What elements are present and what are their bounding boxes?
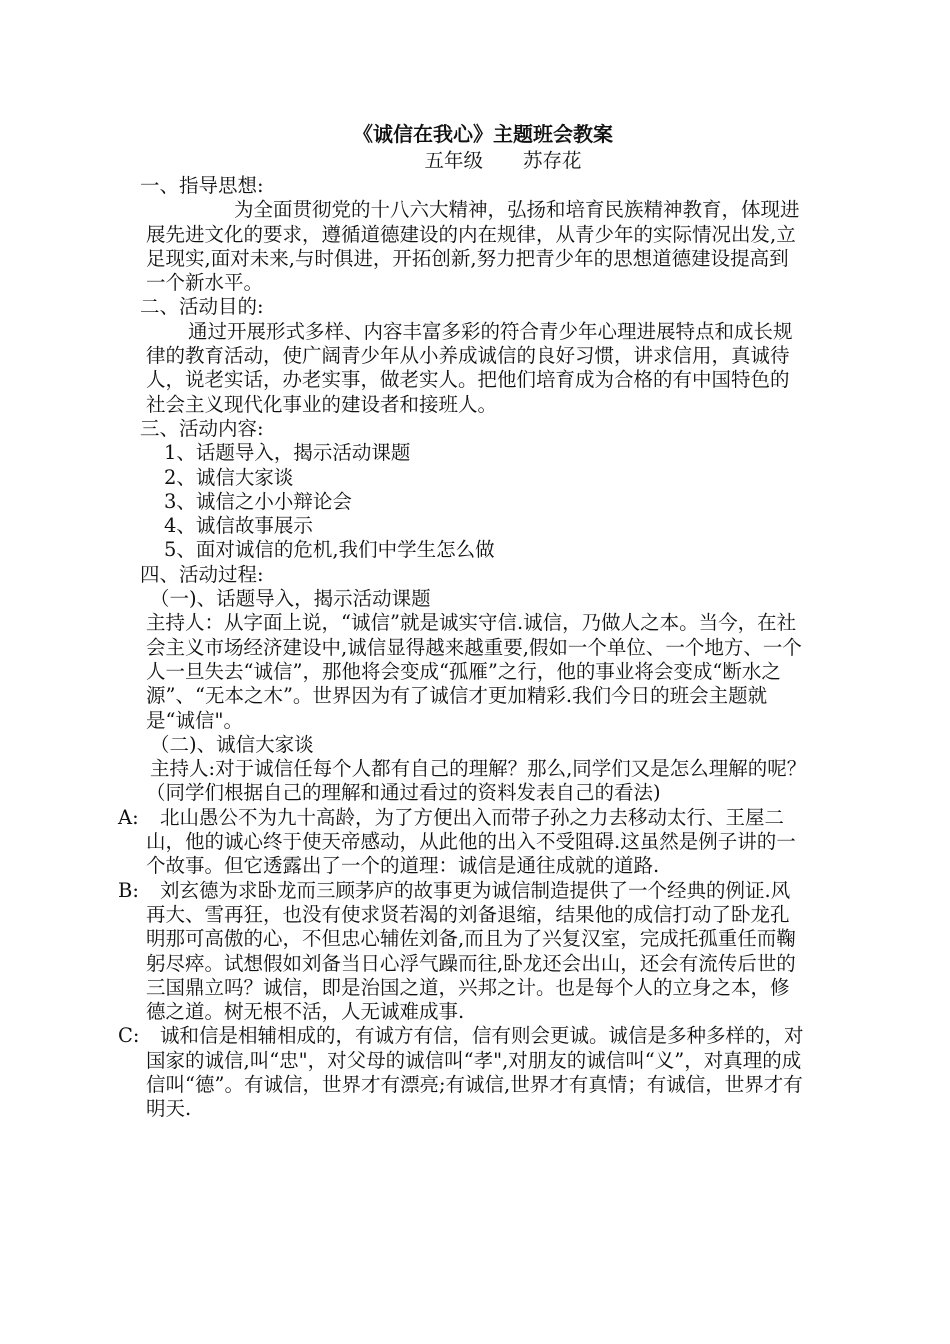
answer-text: 北山愚公不为九十高龄，为了方便出入而带子孙之力去移动太行、王屋二山，他的诚心终于使天帝感动，从此他的出入不受阻碍.这虽然是例子讲的一个故事。但它透露出了一个的道理：诚信是通往成就的道路. — [146, 805, 796, 878]
answer-c — [118, 1024, 808, 1121]
activity-item: 5、面对诚信的危机,我们中学生怎么做 — [164, 538, 495, 562]
answer-a — [118, 806, 808, 879]
section-3-heading: 三、活动内容: — [140, 416, 264, 440]
part-2-body: 主持人:对于诚信任每个人都有自己的理解？那么,同学们又是怎么理解的呢？（同学们根据自己的理解和通过看过的资料发表自己的看法) — [146, 757, 807, 805]
author-name: 苏存花 — [523, 149, 582, 172]
section-1-body: 为全面贯彻党的十八六大精神，弘扬和培育民族精神教育，体现进展先进文化的要求，遵循道德建设的内在规律，从青少年的实际情况出发,立足现实,面对未来,与时俱进，开拓创新,努力把青少年的思想道德建设提高到一个新水平。 — [146, 198, 800, 295]
section-2-heading: 二、活动目的: — [140, 295, 264, 319]
section-1-heading: 一、指导思想: — [140, 174, 264, 197]
answer-label: B: — [118, 878, 139, 902]
document-title: 《诚信在我心》主题班会教案 — [353, 122, 613, 146]
answer-text: 刘玄德为求卧龙而三顾茅庐的故事更为诚信制造提供了一个经典的例证.风再大、雪再狂，也没有使求贤若渴的刘备退缩，结果他的成信打动了卧龙孔明那可高傲的心，不但忠心辅佐刘备,而且为了兴复汉室，完成托孤重任而鞠躬尽瘁。试想假如刘备当日心浮气躁而往,卧龙还会出山，还会有流传后世的三国鼎立吗？诚信，即是治国之道，兴邦之计。也是每个人的立身之本，修德之道。树无根不活，人无诚难成事. — [146, 878, 796, 1024]
section-2-body: 通过开展形式多样、内容丰富多彩的符合青少年心理进展特点和成长规律的教育活动，使广阔青少年从小养成诚信的良好习惯，讲求信用，真诚待人，说老实话，办老实事，做老实人。把他们培育成为合格的有中国特色的社会主义现代化事业的建设者和接班人。 — [146, 319, 793, 416]
section-4-heading: 四、活动过程: — [140, 562, 264, 586]
answer-text: 诚和信是相辅相成的，有诚方有信，信有则会更诚。诚信是多种多样的，对国家的诚信,叫“忠"，对父母的诚信叫“孝",对朋友的诚信叫“义”，对真理的成信叫“德”。有诚信，世界才有漂亮;有诚信,世界才有真情；有诚信，世界才有明天. — [146, 1024, 804, 1121]
activity-item: 4、诚信故事展示 — [164, 514, 313, 538]
part-1-body: 主持人：从字面上说，“诚信”就是诚实守信.诚信，乃做人之本。当今，在社会主义市场经济建设中,诚信显得越来越重要,假如一个单位、一个地方、一个人一旦失去“诚信”，那他将会变成“孤雁”之行，他的事业将会变成“断水之源”、“无本之木”。世界因为有了诚信才更加精彩.我们今日的班会主题就是“诚信"。 — [146, 611, 802, 732]
document-body — [118, 120, 808, 1122]
part-1-heading: （一)、话题导入，揭示活动课题 — [150, 587, 431, 611]
part-2-heading: （二)、诚信大家谈 — [150, 732, 314, 756]
activity-item: 3、诚信之小小辩论会 — [164, 489, 352, 513]
answer-label: C: — [118, 1024, 140, 1048]
activity-item: 1、话题导入，揭示活动课题 — [164, 441, 411, 465]
grade-label: 五年级 — [424, 149, 483, 172]
activity-item: 2、诚信大家谈 — [164, 465, 294, 489]
answer-label: A: — [118, 805, 139, 829]
answer-b — [118, 879, 808, 1025]
document-subtitle — [118, 148, 808, 174]
